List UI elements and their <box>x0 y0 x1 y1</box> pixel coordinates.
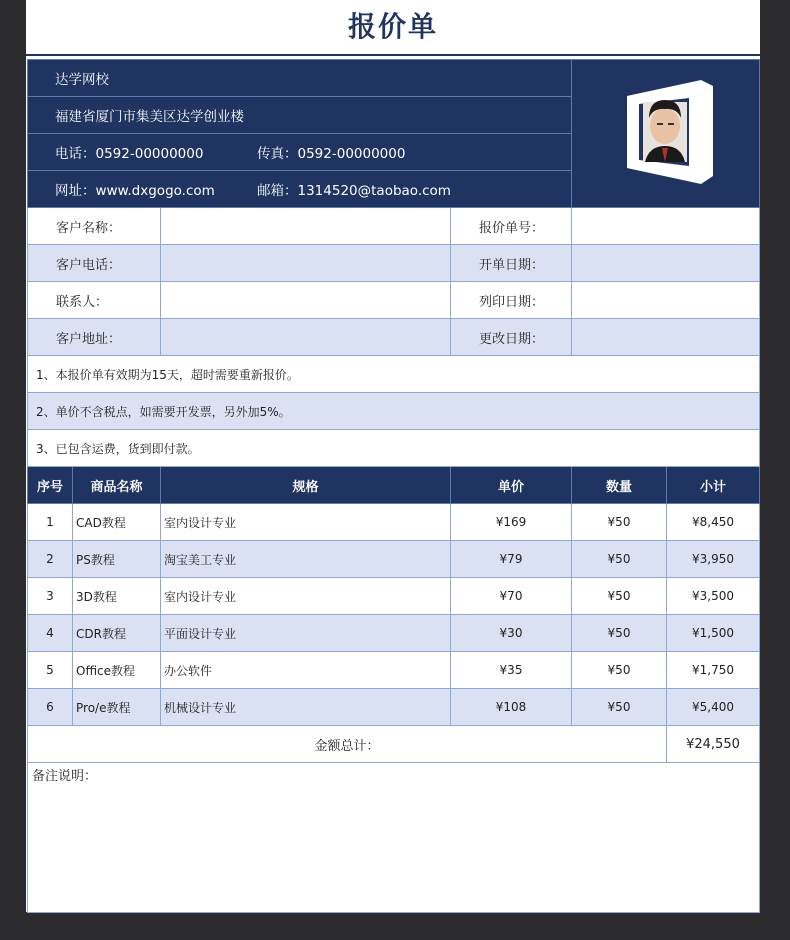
cell-spec: 机械设计专业 <box>161 689 451 726</box>
table-row <box>28 689 760 726</box>
company-logo-image <box>619 78 713 186</box>
cell-spec: 室内设计专业 <box>161 578 451 615</box>
remark-label: 备注说明： <box>32 769 98 784</box>
note-item: 3、已包含运费，货到即付款。 <box>28 430 760 467</box>
cell-subtotal: ¥3,950 <box>667 541 760 578</box>
cell-subtotal: ¥8,450 <box>667 504 760 541</box>
column-header-price: 单价 <box>451 467 572 504</box>
contact-label: 联系人： <box>28 282 161 319</box>
quote-sheet <box>26 0 760 912</box>
note-item: 1、本报价单有效期为15天，超时需要重新报价。 <box>28 356 760 393</box>
cell-name: Pro/e教程 <box>73 689 161 726</box>
cell-qty: ¥50 <box>572 652 667 689</box>
customer-name-label: 客户名称： <box>28 208 161 245</box>
cell-no: 6 <box>28 689 73 726</box>
cell-name: Office教程 <box>73 652 161 689</box>
company-contact-web-email <box>28 171 572 208</box>
cell-qty: ¥50 <box>572 615 667 652</box>
cell-no: 4 <box>28 615 73 652</box>
cell-price: ¥169 <box>451 504 572 541</box>
cell-price: ¥35 <box>451 652 572 689</box>
total-value: ¥24,550 <box>667 726 760 763</box>
cell-spec: 办公软件 <box>161 652 451 689</box>
customer-address-label: 客户地址： <box>28 319 161 356</box>
cell-no: 2 <box>28 541 73 578</box>
company-logo-cell <box>572 60 760 208</box>
cell-spec: 淘宝美工专业 <box>161 541 451 578</box>
column-header-subtotal: 小计 <box>667 467 760 504</box>
total-label: 金额总计： <box>28 726 667 763</box>
company-name: 达学网校 <box>28 60 572 97</box>
company-fax: 传真：0592-00000000 <box>257 146 406 162</box>
company-phone: 电话：0592-00000000 <box>55 146 204 162</box>
table-row <box>28 541 760 578</box>
column-header-spec: 规格 <box>161 467 451 504</box>
company-address: 福建省厦门市集美区达学创业楼 <box>28 97 572 134</box>
print-date-field[interactable] <box>572 282 760 319</box>
quote-no-field[interactable] <box>572 208 760 245</box>
table-row <box>28 578 760 615</box>
cell-subtotal: ¥1,750 <box>667 652 760 689</box>
open-date-field[interactable] <box>572 245 760 282</box>
cell-qty: ¥50 <box>572 578 667 615</box>
table-row <box>28 504 760 541</box>
cell-price: ¥70 <box>451 578 572 615</box>
cell-price: ¥79 <box>451 541 572 578</box>
title-divider <box>26 54 760 56</box>
cell-no: 3 <box>28 578 73 615</box>
column-header-name: 商品名称 <box>73 467 161 504</box>
cell-qty: ¥50 <box>572 689 667 726</box>
customer-name-field[interactable] <box>161 208 451 245</box>
change-date-field[interactable] <box>572 319 760 356</box>
print-date-label: 列印日期： <box>451 282 572 319</box>
quote-table <box>27 59 760 913</box>
customer-address-field[interactable] <box>161 319 451 356</box>
company-email: 邮箱：1314520@taobao.com <box>257 183 451 199</box>
customer-phone-field[interactable] <box>161 245 451 282</box>
cell-name: PS教程 <box>73 541 161 578</box>
cell-no: 1 <box>28 504 73 541</box>
note-item: 2、单价不含税点，如需要开发票，另外加5%。 <box>28 393 760 430</box>
cell-qty: ¥50 <box>572 504 667 541</box>
open-date-label: 开单日期： <box>451 245 572 282</box>
remark-area[interactable] <box>28 763 760 913</box>
cell-subtotal: ¥3,500 <box>667 578 760 615</box>
cell-price: ¥30 <box>451 615 572 652</box>
cell-price: ¥108 <box>451 689 572 726</box>
company-contact-phone-fax <box>28 134 572 171</box>
change-date-label: 更改日期： <box>451 319 572 356</box>
contact-field[interactable] <box>161 282 451 319</box>
cell-subtotal: ¥1,500 <box>667 615 760 652</box>
page-title: 报价单 <box>347 10 438 43</box>
column-header-qty: 数量 <box>572 467 667 504</box>
cell-name: CDR教程 <box>73 615 161 652</box>
cell-spec: 平面设计专业 <box>161 615 451 652</box>
quote-no-label: 报价单号： <box>451 208 572 245</box>
column-header-no: 序号 <box>28 467 73 504</box>
cell-qty: ¥50 <box>572 541 667 578</box>
company-website: 网址：www.dxgogo.com <box>55 183 215 199</box>
cell-name: 3D教程 <box>73 578 161 615</box>
table-row <box>28 615 760 652</box>
cell-spec: 室内设计专业 <box>161 504 451 541</box>
cell-name: CAD教程 <box>73 504 161 541</box>
cell-no: 5 <box>28 652 73 689</box>
customer-phone-label: 客户电话： <box>28 245 161 282</box>
table-row <box>28 652 760 689</box>
cell-subtotal: ¥5,400 <box>667 689 760 726</box>
